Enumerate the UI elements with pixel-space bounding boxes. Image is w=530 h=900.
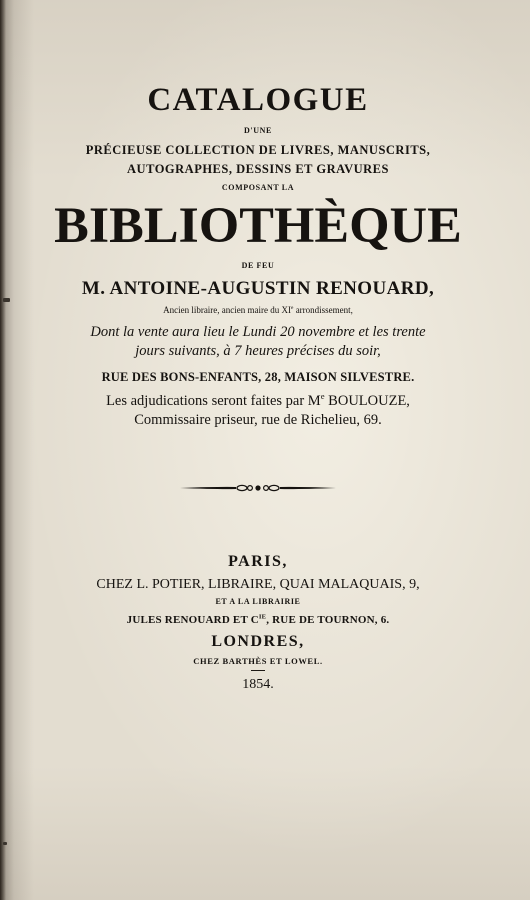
composant-line: COMPOSANT LA xyxy=(221,183,295,192)
imprint-year: 1854. xyxy=(242,677,274,692)
imprint-barthes: CHEZ BARTHÈS ET LOWEL. xyxy=(193,656,323,666)
imprint-et-a: ET A LA LIBRAIRIE xyxy=(215,597,301,606)
collection-line-2: AUTOGRAPHES, DESSINS ET GRAVURES xyxy=(127,162,389,176)
title-block xyxy=(28,80,488,695)
owner-role: Ancien libraire, ancien maire du XIe arrondissement, xyxy=(163,305,353,315)
owner-name: M. ANTOINE-AUGUSTIN RENOUARD, xyxy=(81,278,435,299)
ornament-rule-icon xyxy=(178,482,338,494)
sale-line-1: Dont la vente aura lieu le Lundi 20 novembre et les trente xyxy=(90,324,426,340)
imprint-london: LONDRES, xyxy=(211,633,305,650)
bibliotheque-title: BIBLIOTHÈQUE xyxy=(54,198,462,254)
year-rule xyxy=(251,670,265,671)
imprint-city: PARIS, xyxy=(228,553,288,570)
adjudications-line: Les adjudications seront faites par Me BOULOUZE, xyxy=(106,391,410,409)
catalogue-title: CATALOGUE xyxy=(147,82,369,118)
dune-line: D'UNE xyxy=(244,126,272,135)
sale-address: RUE DES BONS-ENFANTS, 28, MAISON SILVESTRE. xyxy=(101,370,415,384)
commissaire-line: Commissaire priseur, rue de Richelieu, 69. xyxy=(134,412,382,428)
collection-line-1: PRÉCIEUSE COLLECTION DE LIVRES, MANUSCRITS, xyxy=(85,143,431,157)
imprint-publisher: CHEZ L. POTIER, LIBRAIRE, QUAI MALAQUAIS, 9, xyxy=(96,577,420,592)
sale-line-2: jours suivants, à 7 heures précises du soir, xyxy=(135,343,381,359)
margin-mark xyxy=(3,842,7,845)
de-feu-line: DE FEU xyxy=(241,261,275,270)
imprint-jules: JULES RENOUARD ET $C^{IE}$, RUE DE TOURNON, 6. xyxy=(126,613,390,626)
margin-mark xyxy=(3,298,10,302)
spine-edge xyxy=(0,0,6,900)
